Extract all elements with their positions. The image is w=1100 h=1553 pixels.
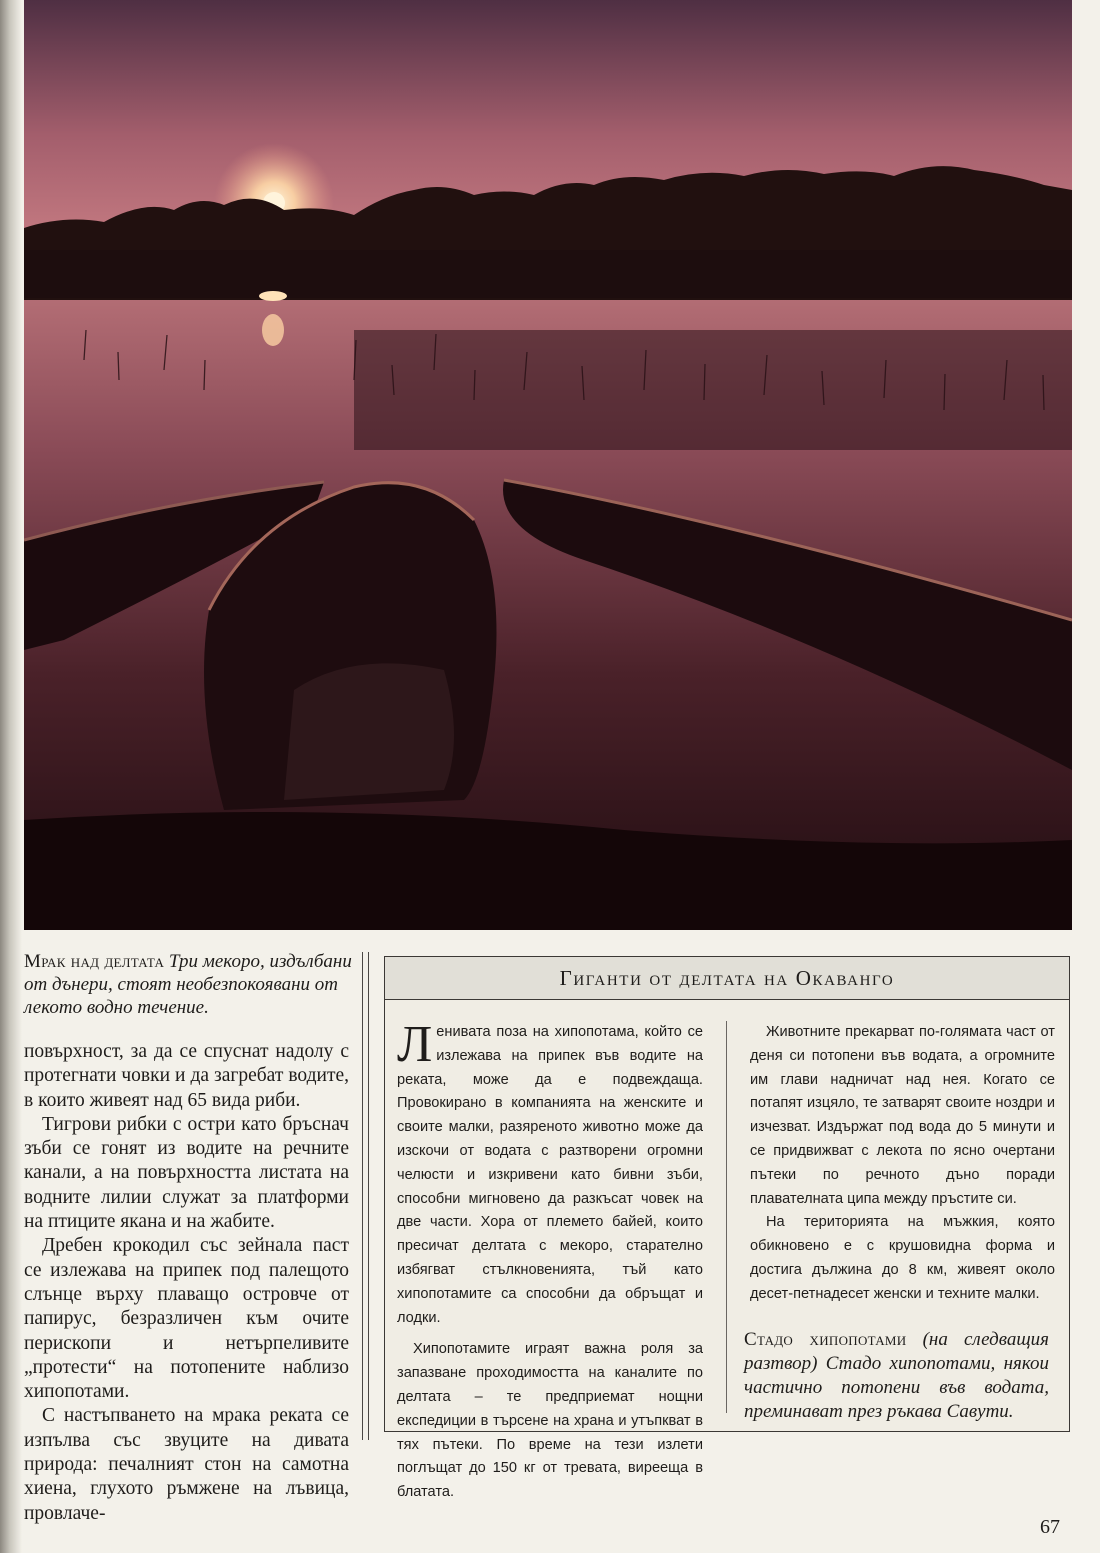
sunset-delta-with-mokoro-canoes-image	[24, 0, 1072, 930]
caption-title: Стадо хипопотами	[744, 1329, 907, 1350]
body-paragraph: Дребен крокодил със зейнала паст се излежава на припек под палещото слънце върху плаващо островче от папирус, безразличен към очите перископи и нетърпеливите „протести“ на потопените наблизо хипопотами.	[24, 1235, 349, 1403]
caption-text: (на следващия разтвор) Стадо хипопотами, някои частично потопени във водата, преминават през ръкава Савути.	[744, 1329, 1050, 1422]
sidebar-box-title: Гиганти от делтата на Окаванго	[385, 957, 1069, 1000]
page-gutter-shadow	[0, 0, 22, 1553]
sidebar-paragraph: На територията на мъжкия, която обикновено е с крушовидна форма и достига дължина до 8 км, живеят около десет-петнадесет женски и техните малки.	[750, 1214, 1055, 1302]
sidebar-paragraph: Хипопотамите играят важна роля за запазване проходимостта на каналите по делтата – те предприемат нощни експедиции в търсене на храна и утъпкват в тях пътеки. По време на тези излети поглъщат до 150 кг от тревата, виреещa в блатата.	[397, 1341, 703, 1501]
caption-title: Мрак над делтата	[24, 951, 165, 972]
column-rule	[362, 952, 363, 1440]
sidebar-paragraph: Животните прекарват по-голямата част от деня си потопени във водата, а огромните им глави надничат над нея. Когато се потапят изцяло, те затварят своите ноздри и изчезват. Издържат под вода до 5 минути и се придвижват с лекота по ясно очертани пътеки по речното дъно поради плавателната ципа между пръстите си.	[750, 1024, 1055, 1207]
photo-caption-right	[744, 1328, 1049, 1424]
sidebar-paragraph	[397, 1016, 703, 1330]
body-paragraph: Тигрови рибки с остри като бръснач зъби се гонят из водите на речните канали, а на повърхността листата на водните лилии служат за платформи на птиците якана и на жабите.	[24, 1113, 349, 1233]
page-number: 67	[1040, 1516, 1060, 1538]
caption-text: Три мекоро, издълбани от дънери, стоят необезпокоявани от лекото водно течение.	[24, 951, 352, 1018]
body-paragraph: повърхност, за да се спуснат надолу с протегнати човки и да загребат водите, в които живеят над 65 вида риби.	[24, 1041, 349, 1111]
sunset-delta-photo	[24, 0, 1072, 930]
sidebar-paragraph-text: енивата поза на хипопотама, който се излежава на припек във водите на реката, може да е подвеждаща. Провокирано в компанията на женските и своите малки, разяреното животно може да изскочи от водата с разтворени огромни челюсти и изкривени като бивни зъби, способни мигновено да разкъсат човек на две части. Хора от племето байей, които пресичат делтата с мекоро, старателно избягват стълкновенията, тъй като хипопотамите са способни да обръщат и лодки.	[397, 1024, 703, 1326]
sidebar-column-2	[750, 1021, 1055, 1307]
sidebar-column-divider	[726, 1021, 727, 1413]
photo-caption-left	[24, 950, 359, 1019]
body-paragraph: С настъпването на мрака реката се изпълва със звуците на дивата природа: печалният стон на самотна хиена, глухото ръмжене на лъвица, провлаче-	[24, 1405, 349, 1524]
article-body-left	[24, 1040, 349, 1526]
sidebar-column-1	[397, 1016, 703, 1505]
column-rule	[368, 952, 369, 1440]
drop-cap: Л	[397, 1016, 433, 1073]
